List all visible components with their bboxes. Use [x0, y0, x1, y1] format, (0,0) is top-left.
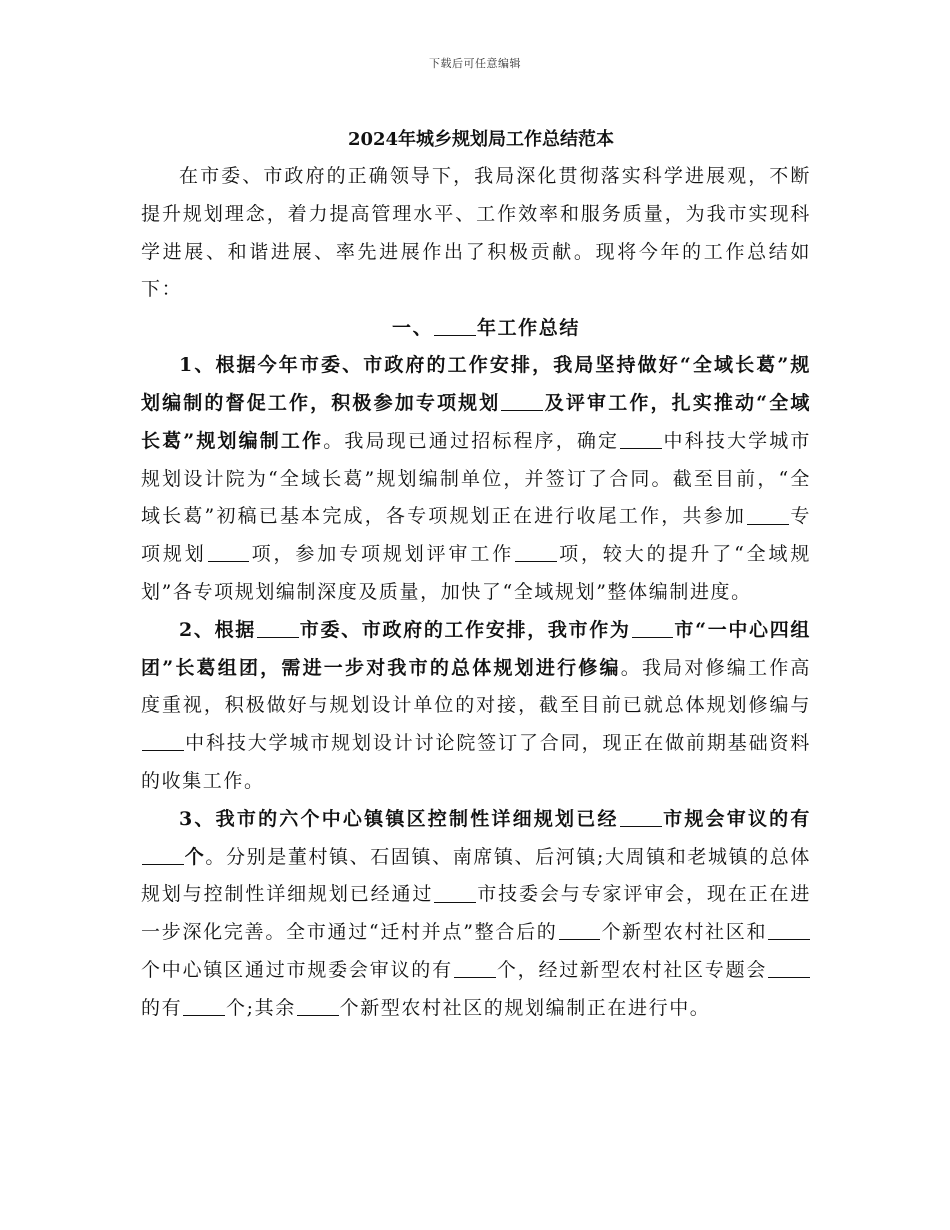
intro-paragraph: 在市委、市政府的正确领导下，我局深化贯彻落实科学进展观，不断提升规划理念，着力提高管理水平、工作效率和服务质量，为我市实现科学进展、和谐进展、率先进展作出了积极贡献。现将今年的工作总结如下：: [141, 165, 811, 301]
blank-line: [257, 618, 299, 638]
blank-line: [501, 391, 543, 411]
item-2-paragraph: [141, 612, 811, 801]
blank-line: [632, 618, 674, 638]
blank-line: [434, 316, 476, 336]
item-1-text-b: 中科技大学城市规划设计院为“全域长葛”规划编制单位，并签订了合同。截至目前，“全域长葛”初稿已基本完成，各专项规划正在进行收尾工作，共参加: [141, 429, 811, 528]
blank-line: [297, 996, 339, 1016]
section-heading: [141, 309, 811, 347]
item-1-text-c: 专项规划: [141, 505, 811, 566]
item-3-text-f: 的有: [141, 996, 183, 1019]
item-2-bold-b: 市委、市政府的工作安排，我市作为: [299, 618, 631, 641]
section-suffix: 年工作总结: [476, 317, 580, 340]
item-2-text-b: 中科技大学城市规划设计讨论院签订了合同，现正在做前期基础资料的收集工作。: [141, 732, 811, 792]
blank-line: [620, 807, 662, 827]
item-3-text-h: 个新型农村社区的规划编制正在进行中。: [339, 996, 711, 1019]
blank-line: [454, 958, 496, 978]
blank-line: [183, 996, 225, 1016]
blank-line: [142, 845, 184, 865]
item-2-bold-c: 市“一中心四组团”长葛组团，需进一步对我市的总体规划进行修编: [141, 618, 811, 679]
item-3-text-c: 个新型农村社区和: [601, 921, 768, 944]
item-3-text-e: 个，经过新型农村社区专题会: [496, 958, 768, 981]
item-3-text-a: 。分别是董村镇、石固镇、南席镇、后河镇;大周镇和老城镇的总体规划与控制性详细规划已经通过: [141, 845, 812, 906]
item-1-text-d: 项，参加专项规划评审工作: [250, 543, 515, 566]
item-1-text-e: 项，较大的提升了“全域规划”各专项规划编制深度及质量，加快了“全域规划”整体编制进度。: [141, 543, 811, 603]
item-3-bold-b: 市规会审议的有: [662, 807, 811, 830]
document-body: [141, 122, 811, 1028]
blank-line: [747, 505, 789, 525]
blank-line: [208, 542, 250, 562]
item-2-text-a: 。我局对修编工作高度重视，积极做好与规划设计单位的对接，截至目前已就总体规划修编与: [141, 656, 812, 717]
item-3-text-b: 市技委会与专家评审会，现在正在进一步深化完善。全市通过“迁村并点”整合后的: [141, 883, 811, 944]
item-1-bold-b: 及评审工作，扎实推动“全域长葛”规划编制工作: [141, 391, 811, 452]
document-title: 2024年城乡规划局工作总结范本: [347, 129, 615, 150]
item-1-text-a: 。我局现已通过招标程序，确定: [323, 429, 620, 452]
blank-line: [142, 731, 184, 751]
item-3-bold-c: 个: [184, 845, 206, 868]
item-2-bold-a: 2、根据: [179, 618, 256, 641]
blank-line: [768, 920, 810, 940]
blank-line: [768, 958, 810, 978]
item-3-text-d: 个中心镇区通过市规委会审议的有: [141, 958, 453, 981]
item-3-paragraph: [141, 801, 811, 1028]
blank-line: [620, 429, 662, 449]
section-prefix: 一、: [391, 317, 434, 340]
item-1-bold-a: 1、根据今年市委、市政府的工作安排，我局坚持做好“全域长葛”规划编制的督促工作，积极参加专项规划: [141, 354, 811, 414]
blank-line: [434, 883, 476, 903]
blank-line: [559, 920, 601, 940]
item-3-text-g: 个;其余: [226, 996, 296, 1019]
blank-line: [515, 542, 557, 562]
header-note: 下载后可任意编辑: [429, 57, 521, 70]
item-3-bold-a: 3、我市的六个中心镇镇区控制性详细规划已经: [179, 807, 619, 830]
item-1-paragraph: [141, 347, 811, 612]
